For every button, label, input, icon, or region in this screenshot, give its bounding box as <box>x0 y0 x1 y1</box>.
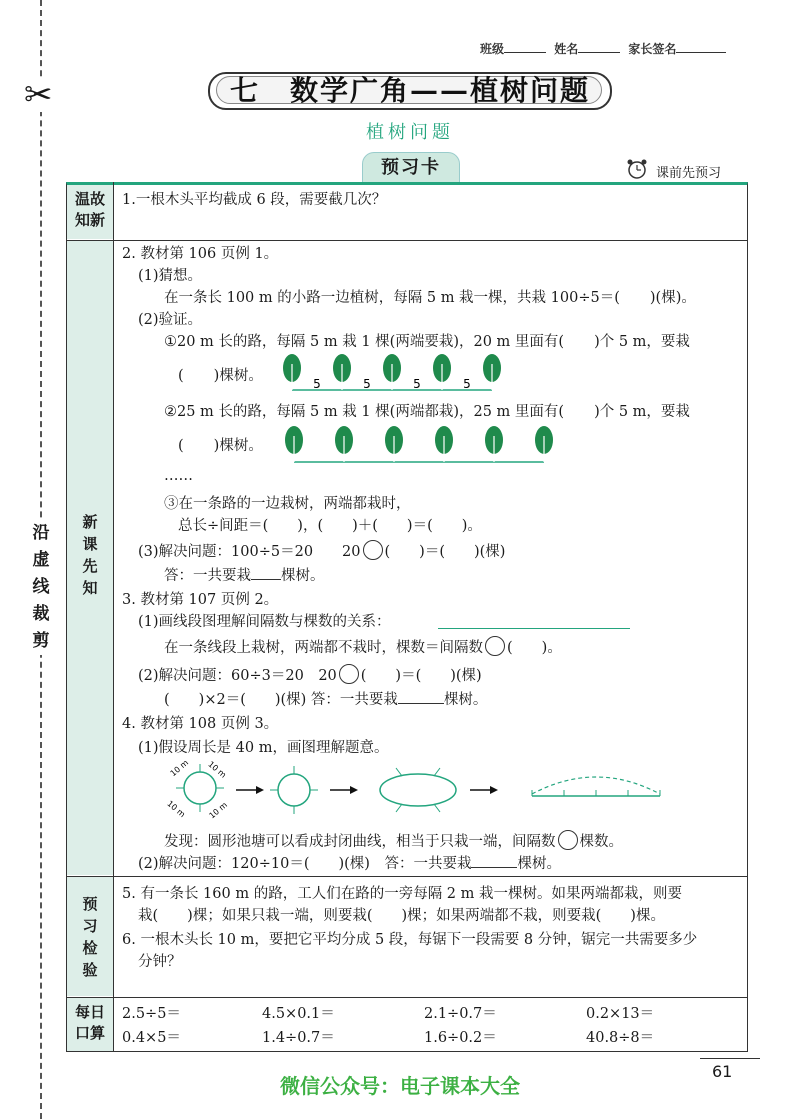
parent-sign-blank[interactable] <box>676 52 726 53</box>
segment-drawing-line[interactable] <box>438 628 630 629</box>
class-label: 班级 <box>480 42 505 56</box>
name-blank[interactable] <box>578 52 620 53</box>
class-blank[interactable] <box>504 52 546 53</box>
q2-1-text-b: )(棵)。 <box>649 290 696 306</box>
row-head-check-text: 预习检验 <box>82 895 98 979</box>
q3-part-1-text <box>164 636 562 658</box>
tree-icon <box>283 354 301 390</box>
tree-icon <box>483 354 501 390</box>
row-head-review-text: 温故知新 <box>74 190 105 229</box>
operator-circle[interactable] <box>485 636 505 656</box>
row-head-review <box>67 185 113 239</box>
q4-2-text-a: (2)解决问题：120÷10＝( )(棵) 答：一共要栽 <box>138 856 472 872</box>
question-3-title: 3. 教材第 107 页例 2。 <box>122 592 279 608</box>
tree-icon <box>435 426 453 462</box>
verify-3-line1: ③在一条路的一边栽树，两端都栽时， <box>164 496 411 512</box>
row-divider-review <box>66 240 748 241</box>
verify-2-line1 <box>164 402 690 422</box>
section-title: 植树问题 <box>366 122 454 143</box>
ellipsis: …… <box>164 468 193 484</box>
row-divider-new <box>66 876 748 877</box>
circle-with-labels <box>165 758 229 820</box>
relation-circle[interactable] <box>558 830 578 850</box>
q2-part-1: (1)猜想。 <box>138 268 203 284</box>
tree-icon <box>485 426 503 462</box>
ring-label: 10 m <box>165 799 187 820</box>
mental-math-item: 0.2×13＝ <box>586 1006 655 1022</box>
student-info-fields <box>480 40 730 57</box>
circle-plain <box>270 766 318 814</box>
question-5-line2: 栽( )棵；如果只栽一端，则要栽( )棵；如果两端都不栽，则要栽( )棵。 <box>138 908 665 924</box>
v1-text-a: ①20 m 长的路，每隔 5 m 栽 1 棵(两端要栽)，20 m 里面有( <box>164 334 565 350</box>
mental-math-item: 1.4÷0.7＝ <box>262 1030 335 1046</box>
q3-2-text-b: ( )＝( )(棵) <box>360 668 482 684</box>
row-head-new-text: 新课先知 <box>82 513 98 597</box>
q2-part-3 <box>138 540 505 562</box>
q4-2-text-b: 棵树。 <box>517 856 561 872</box>
pond-diagram <box>160 756 670 822</box>
question-1: 1.一根木头平均截成 6 段，需要截几次？ <box>122 192 387 208</box>
q3-part-1: (1)画线段图理解间隔数与棵数的关系： <box>138 614 391 630</box>
q3-part-2 <box>138 664 482 686</box>
q2-answer-text-b: 棵树。 <box>281 568 325 584</box>
v2-text-a: ②25 m 长的路，每隔 5 m 栽 1 棵(两端都栽)，25 m 里面有( <box>164 404 565 420</box>
tree-icon <box>385 426 403 462</box>
preview-card-label: 预习卡 <box>362 152 460 184</box>
arrow-icon <box>236 786 264 794</box>
q2-3-text-a: (3)解决问题：100÷5＝20 20 <box>138 544 361 560</box>
segment-label: 5 <box>463 377 471 391</box>
arrow-icon <box>470 786 498 794</box>
verify-3-line2: 总长÷间距＝( )，( )＋( )＝( )。 <box>178 518 482 534</box>
cut-instruction: 沿虚线裁剪 <box>28 520 54 655</box>
q2-answer <box>164 566 325 586</box>
tree-icon <box>433 354 451 390</box>
tree-icon <box>535 426 553 462</box>
q4-answer-blank[interactable] <box>471 867 517 868</box>
row-head-check <box>67 877 113 996</box>
ring-label: 10 m <box>206 759 228 780</box>
straightened-line <box>532 777 660 796</box>
tree-icon <box>333 354 351 390</box>
verify-1-line1 <box>164 332 690 352</box>
q2-answer-blank[interactable] <box>251 579 281 580</box>
q3-2-text-a: (2)解决问题：60÷3＝20 20 <box>138 668 337 684</box>
question-4-title: 4. 教材第 108 页例 3。 <box>122 716 279 732</box>
v2-text-d: )棵树。 <box>213 438 263 454</box>
mental-math-item: 2.1÷0.7＝ <box>424 1006 497 1022</box>
v1-text-d: )棵树。 <box>213 368 263 384</box>
ring-label: 10 m <box>168 758 191 779</box>
q4-find-text-a: 发现：圆形池塘可以看成封闭曲线，相当于只栽一端，间隔数 <box>164 834 556 850</box>
v1-text-c: ( <box>178 368 184 384</box>
mental-math-item: 2.5÷5＝ <box>122 1006 181 1022</box>
segment-label: 5 <box>413 377 421 391</box>
row-head-daily <box>67 998 113 1051</box>
table-column-divider <box>113 182 114 1052</box>
q4-part-1: (1)假设周长是 40 m，画图理解题意。 <box>138 740 389 756</box>
page-number: 61 <box>712 1062 733 1081</box>
mental-math-item: 1.6÷0.2＝ <box>424 1030 497 1046</box>
ring-label: 10 m <box>207 800 229 821</box>
q2-part-2: (2)验证。 <box>138 312 203 328</box>
question-5-line1: 5. 有一条长 160 m 的路，工人们在路的一旁每隔 2 m 栽一棵树。如果两端都栽，则要 <box>122 886 682 902</box>
trees-diagram-20m <box>270 350 520 398</box>
question-6-line2: 分钟？ <box>138 954 182 970</box>
trees-diagram-25m <box>272 422 562 470</box>
mental-math-item: 0.4×5＝ <box>122 1030 181 1046</box>
segment-label: 5 <box>363 377 371 391</box>
scissors-icon: ✂ <box>24 75 53 115</box>
verify-1-line2 <box>178 366 263 386</box>
q3-1b-text-a: 在一条线段上栽树，两端都不栽时，棵数＝间隔数 <box>164 640 483 656</box>
q4-finding <box>164 830 623 852</box>
row-head-new <box>67 241 113 875</box>
page-number-rule <box>700 1058 760 1059</box>
parent-sign-label: 家长签名 <box>628 42 677 56</box>
question-2-title: 2. 教材第 106 页例 1。 <box>122 246 279 262</box>
question-6-line1: 6. 一根木头长 10 m，要把它平均分成 5 段，每锯下一段需要 8 分钟，锯完一共需要多少 <box>122 932 698 948</box>
q2-answer-text-a: 答：一共要栽 <box>164 568 251 584</box>
q3-2c-text-a: ( )×2＝( )(棵) 答：一共要栽 <box>164 692 398 708</box>
tree-icon <box>285 426 303 462</box>
q3-1b-text-b: ( )。 <box>507 640 562 656</box>
q2-3-text-b: ( )＝( )(棵) <box>384 544 506 560</box>
ellipse-shape <box>380 768 456 812</box>
v2-text-b: )个 5 m，要栽 <box>594 404 690 420</box>
arrow-icon <box>330 786 358 794</box>
tree-icon <box>335 426 353 462</box>
q3-answer-blank[interactable] <box>398 703 444 704</box>
tree-icon <box>383 354 401 390</box>
mental-math-item: 40.8÷8＝ <box>586 1030 655 1046</box>
q2-1-text-a: 在一条长 100 m 的小路一边植树，每隔 5 m 栽一棵，共栽 100÷5＝( <box>164 290 620 306</box>
v2-text-c: ( <box>178 438 184 454</box>
name-label: 姓名 <box>554 42 579 56</box>
verify-2-line2 <box>178 436 263 456</box>
row-head-daily-text: 每日口算 <box>74 1003 105 1042</box>
mental-math-item: 4.5×0.1＝ <box>262 1006 335 1022</box>
q3-2c-text-b: 棵树。 <box>443 692 488 708</box>
alarm-clock-icon <box>624 158 650 180</box>
operator-circle[interactable] <box>339 664 359 684</box>
footer-brand-text: 微信公众号：电子课本大全 <box>280 1074 520 1098</box>
q2-part-1-text <box>164 288 696 308</box>
row-divider-check <box>66 997 748 998</box>
preview-tag: 课前先预习 <box>656 166 722 181</box>
q3-part-2-answer <box>164 690 487 710</box>
v1-text-b: )个 5 m，要栽 <box>594 334 690 350</box>
operator-circle[interactable] <box>363 540 383 560</box>
q4-find-text-b: 棵数。 <box>579 834 623 850</box>
chapter-title: 七 数学广角——植树问题 <box>229 74 590 107</box>
q4-part-2 <box>138 854 561 874</box>
segment-label: 5 <box>313 377 321 391</box>
